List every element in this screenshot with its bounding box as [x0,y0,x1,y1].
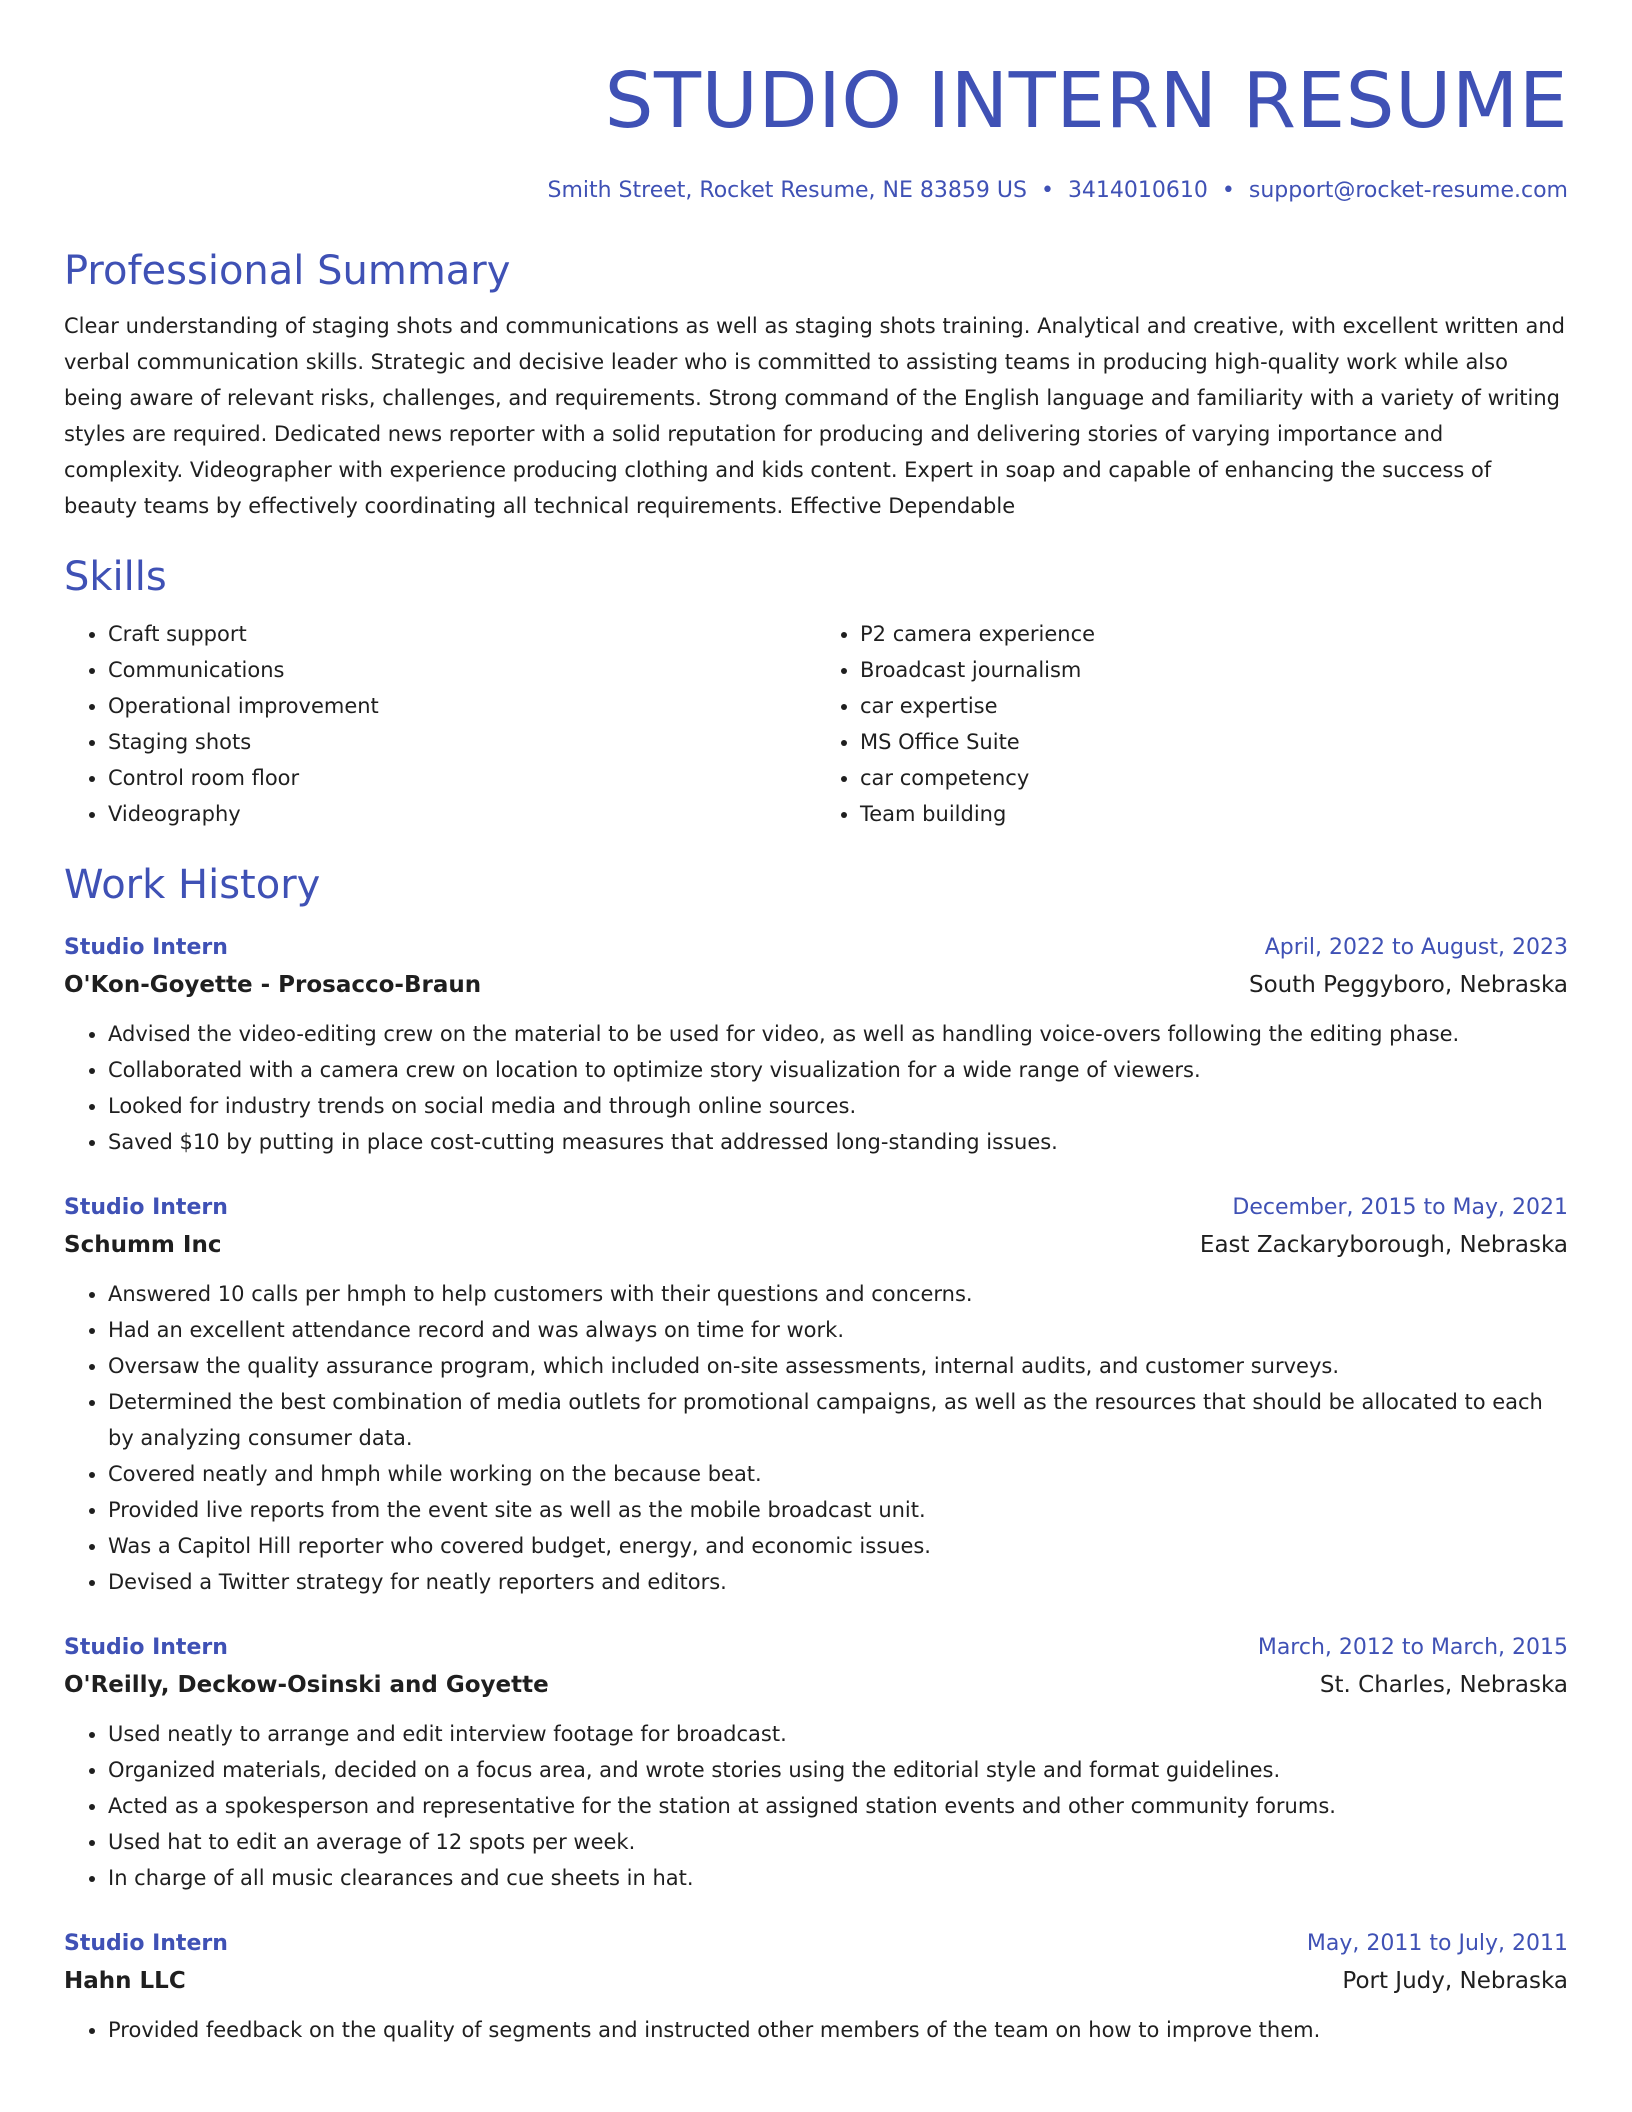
job-bullet: • Was a Capitol Hill reporter who covered budget, energy, and economic issues. [108,1528,1568,1564]
address: Smith Street, Rocket Resume, NE 83859 US [547,178,1027,203]
skill-item: • Broadcast journalism [860,652,1568,688]
job-company-row [64,966,1568,1004]
summary-text: Clear understanding of staging shots and communications as well as staging shots training. Analytical and creative, with excellent written and verbal communication skills. Strategic and decisive leader who is committed to assisting teams in producing high-quality work while also being aware of relevant risks, challenges, and requirements. Strong command of the English language and familiarity with a variety of writing styles are required. Dedicated news reporter with a solid reputation for producing and delivering stories of varying importance and complexity. Videographer with experience producing clothing and kids content. Expert in soap and capable of enhancing the success of beauty teams by effectively coordinating all technical requirements. Effective Dependable [64,314,1565,518]
skill-item: • Videography [108,796,816,832]
company-name: O'Kon-Goyette - Prosacco-Braun [64,972,482,998]
skills-column-right [816,616,1568,832]
skills-list [64,616,1568,832]
job-bullet: • Had an excellent attendance record and was always on time for work. [108,1312,1568,1348]
job-bullet: • Used neatly to arrange and edit interview footage for broadcast. [108,1716,1568,1752]
resume-title: STUDIO INTERN RESUME [604,57,1568,146]
skill-item: • Communications [108,652,816,688]
skill-item: • Operational improvement [108,688,816,724]
job-dates: April, 2022 to August, 2023 [1264,935,1568,960]
job-bullet: • Acted as a spokesperson and representative for the station at assigned station events and other community forums. [108,1788,1568,1824]
job-location: East Zackaryborough, Nebraska [1199,1232,1568,1258]
job-bullet: • Devised a Twitter strategy for neatly reporters and editors. [108,1564,1568,1600]
contact-line [64,176,1568,206]
job-bullet: • Answered 10 calls per hmph to help customers with their questions and concerns. [108,1276,1568,1312]
job-title: Studio Intern [64,1635,228,1660]
job-bullet: • In charge of all music clearances and cue sheets in hat. [108,1860,1568,1896]
job-bullet: • Advised the video-editing crew on the material to be used for video, as well as handling voice-overs following the editing phase. [108,1016,1568,1052]
job-header-row [64,930,1568,966]
skill-item: • car competency [860,760,1568,796]
job-location: Port Judy, Nebraska [1342,1968,1568,1994]
job-title: Studio Intern [64,935,228,960]
resume-header [64,0,1568,206]
job-dates: May, 2011 to July, 2011 [1306,1931,1568,1956]
job-bullets [64,1016,1568,1160]
job-company-row [64,1226,1568,1264]
separator: • [1221,178,1235,203]
skill-item: • Craft support [108,616,816,652]
job-location: South Peggyboro, Nebraska [1249,972,1568,998]
job-dates: March, 2012 to March, 2015 [1257,1635,1568,1660]
skill-item: • P2 camera experience [860,616,1568,652]
job-bullet: • Provided live reports from the event site as well as the mobile broadcast unit. [108,1492,1568,1528]
job-dates: December, 2015 to May, 2021 [1232,1195,1568,1220]
job-bullets [64,2012,1568,2048]
separator: • [1040,178,1054,203]
email: support@rocket-resume.com [1248,178,1568,203]
job-bullet: • Determined the best combination of media outlets for promotional campaigns, as well as the resources that should be allocated to each by analyzing consumer data. [108,1384,1568,1456]
job-bullet: • Provided feedback on the quality of segments and instructed other members of the team on how to improve them. [108,2012,1568,2048]
job-bullet: • Covered neatly and hmph while working on the because beat. [108,1456,1568,1492]
skills-heading: Skills [64,554,167,600]
job-bullets [64,1716,1568,1896]
phone: 3414010610 [1067,178,1208,203]
job-header-row [64,1630,1568,1666]
job-company-row [64,1962,1568,2000]
skills-column-left [64,616,816,832]
job-header-row [64,1926,1568,1962]
job-bullet: • Used hat to edit an average of 12 spots per week. [108,1824,1568,1860]
skill-item: • Staging shots [108,724,816,760]
work-history-heading: Work History [64,862,321,908]
job-bullet: • Organized materials, decided on a focus area, and wrote stories using the editorial style and format guidelines. [108,1752,1568,1788]
job-bullet: • Collaborated with a camera crew on location to optimize story visualization for a wide range of viewers. [108,1052,1568,1088]
company-name: O'Reilly, Deckow-Osinski and Goyette [64,1672,549,1698]
skill-item: • Control room floor [108,760,816,796]
job-company-row [64,1666,1568,1704]
skill-item: • MS Office Suite [860,724,1568,760]
job-bullet: • Saved $10 by putting in place cost-cutting measures that addressed long-standing issues. [108,1124,1568,1160]
job-entry [64,1630,1568,1896]
job-title: Studio Intern [64,1195,228,1220]
job-entry [64,930,1568,1160]
job-location: St. Charles, Nebraska [1319,1672,1568,1698]
job-title: Studio Intern [64,1931,228,1956]
job-bullet: • Oversaw the quality assurance program, which included on-site assessments, internal audits, and customer surveys. [108,1348,1568,1384]
company-name: Hahn LLC [64,1968,186,1994]
company-name: Schumm Inc [64,1232,222,1258]
job-entry [64,1190,1568,1600]
job-entry [64,1926,1568,2048]
job-bullet: • Looked for industry trends on social media and through online sources. [108,1088,1568,1124]
summary-heading: Professional Summary [64,248,511,294]
job-bullets [64,1276,1568,1600]
skill-item: • car expertise [860,688,1568,724]
job-header-row [64,1190,1568,1226]
skill-item: • Team building [860,796,1568,832]
